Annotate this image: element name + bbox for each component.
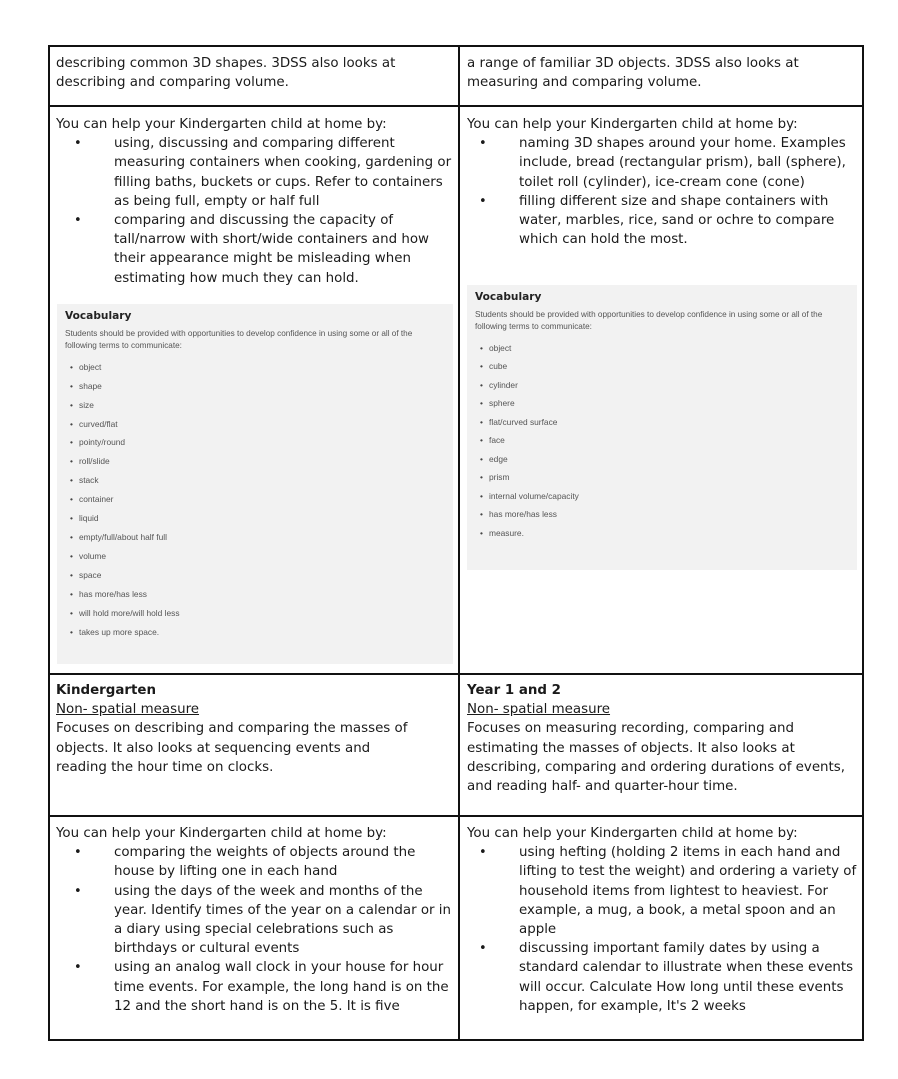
vocabulary-term: • internal volume/capacity: [489, 487, 849, 506]
list-item: • comparing the weights of objects around the house by lifting one in each hand: [114, 843, 452, 881]
row1-right-text: a range of familiar 3D objects. 3DSS also looks at measuring and comparing volume.: [467, 56, 799, 91]
curriculum-table: [48, 45, 864, 1041]
row1-left-cell: [50, 47, 458, 105]
section-body: Focuses on describing and comparing the masses of objects. It also looks at sequencing events and reading the hour time on clocks.: [56, 721, 408, 775]
section-body: Focuses on measuring recording, comparing and estimating the masses of objects. It also looks at describing, comparing and ordering durations of events, and reading half- and quarter-hour time.: [467, 721, 846, 795]
vocabulary-term: • measure.: [489, 524, 849, 543]
vocabulary-intro: Students should be provided with opportunities to develop confidence in using some or all of the following terms to communicate:: [65, 329, 413, 351]
vocabulary-term: • flat/curved surface: [489, 413, 849, 432]
vocabulary-term: • pointy/round: [79, 433, 445, 452]
vocabulary-term: • prism: [489, 468, 849, 487]
list-item: • naming 3D shapes around your home. Examples include, bread (rectangular prism), ball (sphere), toilet roll (cylinder), ice-cream cone (cone): [519, 134, 858, 192]
vocabulary-term: • object: [79, 358, 445, 377]
list-item: • discussing important family dates by using a standard calendar to illustrate when these events will occur. Calculate How long until these events happen, for example, It's 2 weeks: [519, 939, 858, 1016]
vocabulary-term: • cylinder: [489, 376, 849, 395]
help-list: [56, 843, 452, 1016]
vocabulary-term: • container: [79, 490, 445, 509]
vocabulary-term: • object: [489, 339, 849, 358]
vocabulary-title: Vocabulary: [475, 291, 542, 303]
vocabulary-list: [475, 339, 849, 543]
section-subheading: Non- spatial measure: [467, 702, 611, 718]
vocabulary-term: • stack: [79, 471, 445, 490]
list-item: • comparing and discussing the capacity of tall/narrow with short/wide containers and how their appearance might be misleading when estimating how much they can hold.: [114, 211, 452, 288]
vocabulary-term: • liquid: [79, 509, 445, 528]
list-item: • using an analog wall clock in your house for hour time events. For example, the long hand is on the 12 and the short hand is on the 5. It is five: [114, 958, 452, 1016]
help-list: [467, 134, 858, 249]
vocabulary-intro: Students should be provided with opportunities to develop confidence in using some or all of the following terms to communicate:: [475, 310, 823, 332]
help-intro: You can help your Kindergarten child at home by:: [467, 117, 798, 132]
row3-right-cell: [460, 675, 864, 815]
help-intro: You can help your Kindergarten child at home by:: [56, 117, 387, 132]
vocabulary-term: • sphere: [489, 394, 849, 413]
vocabulary-term: • roll/slide: [79, 452, 445, 471]
row1-right-cell: [460, 47, 864, 105]
vocabulary-term: • curved/flat: [79, 415, 445, 434]
vocabulary-term: • shape: [79, 377, 445, 396]
vocabulary-term: • space: [79, 566, 445, 585]
vocabulary-term: • will hold more/will hold less: [79, 604, 445, 623]
vocabulary-box-left: [57, 304, 453, 664]
vocabulary-term: • has more/has less: [489, 505, 849, 524]
vocabulary-term: • edge: [489, 450, 849, 469]
vocabulary-list: [65, 358, 445, 642]
vocabulary-term: • empty/full/about half full: [79, 528, 445, 547]
list-item: • using hefting (holding 2 items in each hand and lifting to test the weight) and ordering a variety of household items from lightest to heaviest. For example, a mug, a book, a metal spoon and an apple: [519, 843, 858, 939]
list-item: • using the days of the week and months of the year. Identify times of the year on a calendar or in a diary using special celebrations such as birthdays or cultural events: [114, 882, 452, 959]
vocabulary-term: • cube: [489, 357, 849, 376]
row4-right-cell: [460, 817, 864, 1041]
list-item: • using, discussing and comparing different measuring containers when cooking, gardening or filling baths, buckets or cups. Refer to containers as being full, empty or half full: [114, 134, 452, 211]
section-heading: Year 1 and 2: [467, 683, 561, 698]
help-intro: You can help your Kindergarten child at home by:: [56, 826, 387, 841]
vocabulary-title: Vocabulary: [65, 310, 132, 322]
vocabulary-term: • volume: [79, 547, 445, 566]
row4-left-cell: [50, 817, 458, 1041]
help-intro: You can help your Kindergarten child at home by:: [467, 826, 798, 841]
help-list: [467, 843, 858, 1016]
vocabulary-term: • takes up more space.: [79, 623, 445, 642]
row3-left-cell: [50, 675, 458, 815]
section-heading: Kindergarten: [56, 683, 157, 698]
section-subheading: Non- spatial measure: [56, 702, 200, 718]
help-list: [56, 134, 452, 288]
vocabulary-term: • size: [79, 396, 445, 415]
vocabulary-term: • has more/has less: [79, 585, 445, 604]
vocabulary-term: • face: [489, 431, 849, 450]
vocabulary-box-right: [467, 285, 857, 570]
list-item: • filling different size and shape containers with water, marbles, rice, sand or ochre to compare which can hold the most.: [519, 192, 858, 250]
row1-left-text: describing common 3D shapes. 3DSS also looks at describing and comparing volume.: [56, 56, 396, 91]
